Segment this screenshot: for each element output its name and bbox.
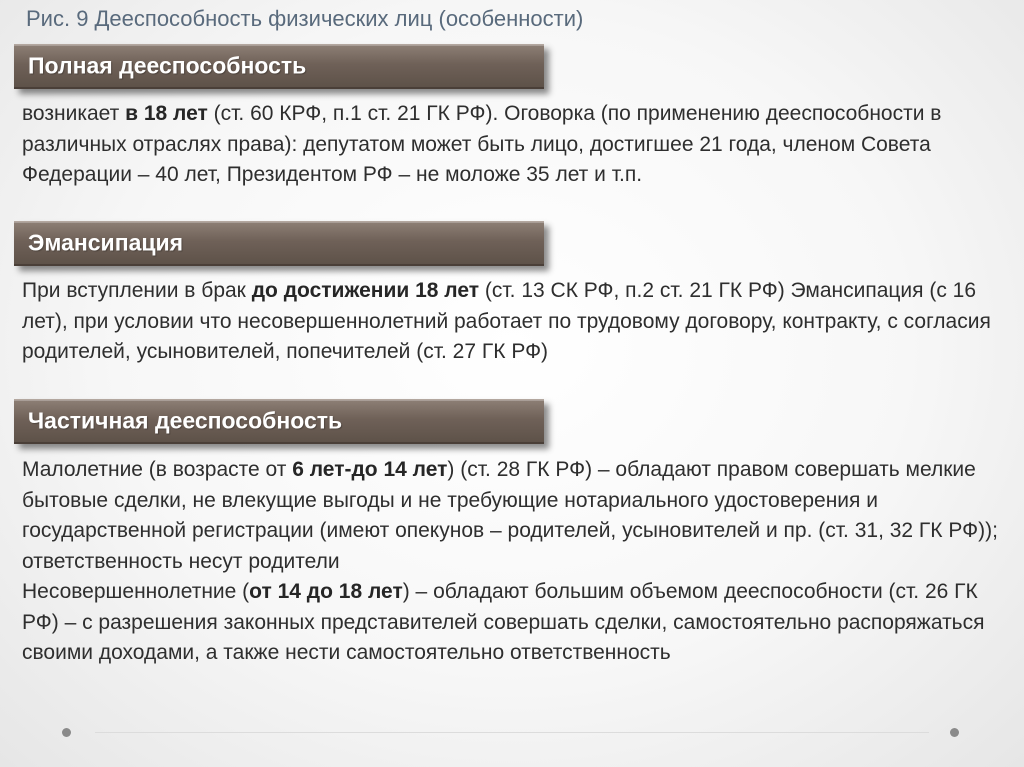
section-header-label: Полная дееспособность	[28, 52, 307, 79]
section-header-label: Эмансипация	[28, 229, 184, 256]
highlight-age: в 18 лет	[125, 102, 208, 125]
corner-dot-left	[62, 728, 71, 737]
slide-title: Рис. 9 Дееспособность физических лиц (особенности)	[26, 6, 584, 31]
section-header-full-capacity	[14, 44, 544, 89]
section-text-partial-capacity: Малолетние (в возрасте от 6 лет-до 14 лет) (ст. 28 ГК РФ) – обладают правом совершать мелкие бытовые сделки, не влекущие выгоды и не требующие нотариального удостоверения и государственной регистрации (имеют опекунов – родителей, усыновителей и пр. (ст. 31, 32 ГК РФ)); ответственность несут родители Несовершеннолетние (от 14 до 18 лет) – обладают большим объемом дееспособности (ст. 26 ГК РФ) – с разрешения законных представителей совершать сделки, самостоятельно распоряжаться своими доходами, а также нести самостоятельно ответственность	[22, 458, 998, 664]
section-header-partial-capacity	[14, 399, 544, 444]
highlight-age: 6 лет-до 14 лет	[292, 458, 448, 481]
section-text-emancipation: При вступлении в брак до достижении 18 лет (ст. 13 СК РФ, п.2 ст. 21 ГК РФ) Эмансипация (с 16 лет), при условии что несовершеннолетний работает по трудовому договору, контракту, с согласия родителей, усыновителей, попечителей (ст. 27 ГК РФ)	[22, 279, 991, 363]
page-footer-line	[95, 732, 929, 733]
highlight-age: от 14 до 18 лет	[249, 580, 403, 603]
section-header-label: Частичная дееспособность	[28, 407, 343, 434]
section-header-emancipation	[14, 221, 544, 266]
corner-dot-right	[950, 728, 959, 737]
highlight-age: до достижении 18 лет	[251, 279, 480, 302]
section-text-full-capacity: возникает в 18 лет (ст. 60 КРФ, п.1 ст. 21 ГК РФ). Оговорка (по применению дееспособности в различных отраслях права): депутатом может быть лицо, достигшее 21 года, членом Совета Федерации – 40 лет, Президентом РФ – не моложе 35 лет и т.п.	[22, 102, 942, 186]
